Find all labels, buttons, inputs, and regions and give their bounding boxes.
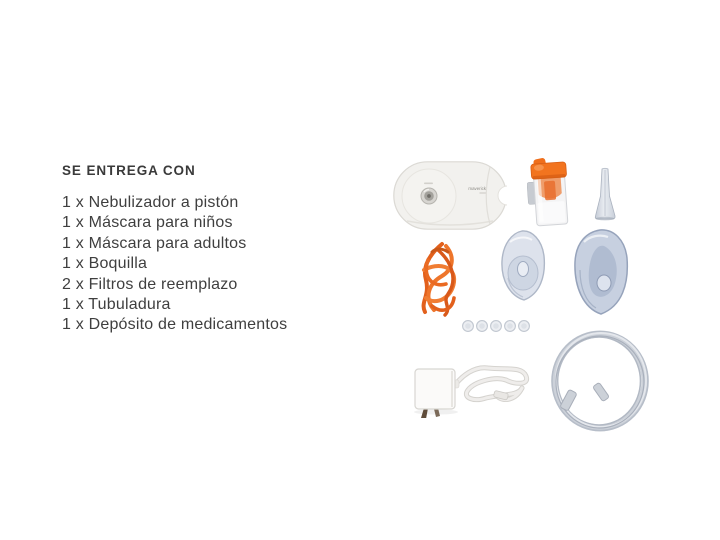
tubing-coil-photo bbox=[548, 330, 652, 434]
section-title: SE ENTREGA CON bbox=[62, 163, 196, 178]
headstraps-photo bbox=[412, 240, 468, 320]
list-item-medicine-cup: 1 x Depósito de medicamentos bbox=[62, 316, 288, 334]
contents-list bbox=[62, 193, 362, 336]
brand-logo-text: maverick bbox=[468, 186, 486, 191]
power-adapter-photo bbox=[410, 356, 535, 418]
list-item-adult-mask: 1 x Máscara para adultos bbox=[62, 234, 247, 252]
list-item-filters: 2 x Filtros de reemplazo bbox=[62, 275, 238, 293]
adult-mask-photo bbox=[570, 226, 632, 318]
mouthpiece-photo bbox=[592, 166, 618, 224]
piston-nebulizer-photo bbox=[393, 161, 507, 230]
list-item-mouthpiece: 1 x Boquilla bbox=[62, 255, 148, 273]
replacement-filters-photo bbox=[461, 318, 531, 334]
child-mask-photo bbox=[496, 228, 550, 304]
list-item-child-mask: 1 x Máscara para niños bbox=[62, 214, 233, 232]
delivery-contents-section bbox=[62, 163, 362, 336]
medicine-cup-photo bbox=[527, 157, 573, 229]
list-item-tubing: 1 x Tubuladura bbox=[62, 296, 171, 314]
list-item-nebulizer: 1 x Nebulizador a pistón bbox=[62, 194, 239, 211]
